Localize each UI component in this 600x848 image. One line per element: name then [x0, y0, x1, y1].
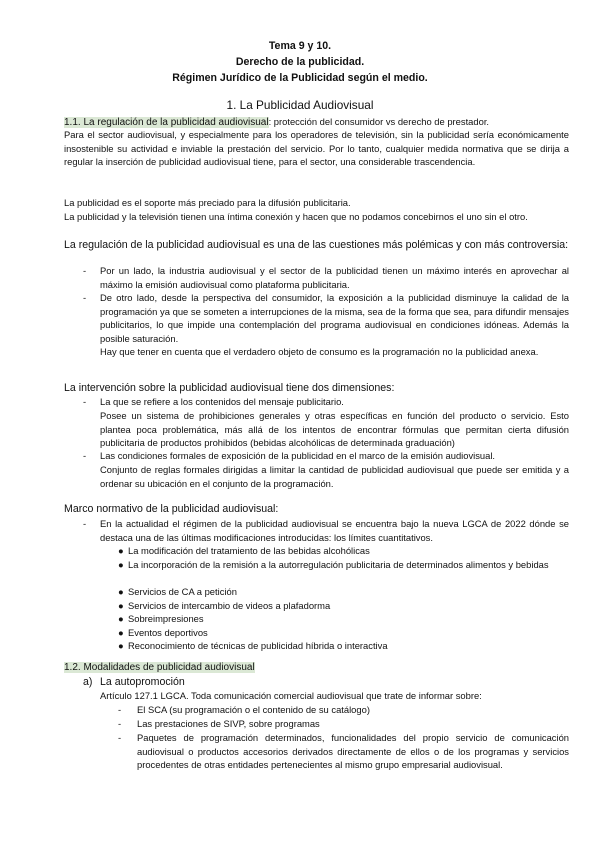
bullet-dot: ● — [118, 600, 124, 611]
marco-item: Servicios de CA a petición — [128, 586, 237, 597]
dash-marker: - — [118, 732, 122, 743]
subsection-1-2-line — [64, 661, 255, 675]
dash-marker: - — [83, 265, 87, 276]
paragraph-support: La publicidad es el soporte más preciado para la difusión publicitaria. — [64, 197, 351, 208]
paragraph-dimensions: La intervención sobre la publicidad audiovisual tiene dos dimensiones: — [64, 382, 395, 394]
dimension-formal-text: Conjunto de reglas formales dirigidas a limitar la cantidad de publicidad audiovisual que puede ser emitida y a ordenar su ubicación en el conjunto de la programación. — [100, 464, 569, 489]
subitem-sivp: Las prestaciones de SIVP, sobre programas — [137, 718, 320, 729]
bullet-dot: ● — [118, 559, 124, 570]
bullet-dot: ● — [118, 613, 124, 624]
subsection-1-1-rest: : protección del consumidor vs derecho de prestador. — [268, 116, 490, 127]
dash-marker: - — [83, 292, 87, 303]
subsection-1-1-label: 1.1. La regulación de la publicidad audiovisual — [64, 117, 269, 128]
dash-marker: - — [118, 704, 122, 715]
paragraph-controversy: La regulación de la publicidad audiovisual es una de las cuestiones más polémicas y con más controversia: — [64, 239, 569, 251]
subitem-packages: Paquetes de programación determinados, funcionalidades del propio servicio de comunicación audiovisual o productos accesorios derivados directamente de ellos o de los programas y servicios procedentes de otras entidades pertenecientes al mismo grupo empresarial audiovisual. — [137, 732, 569, 771]
list-marker-a: a) — [83, 676, 93, 688]
section-heading-audiovisual: 1. La Publicidad Audiovisual — [226, 98, 374, 112]
marco-item: La modificación del tratamiento de las bebidas alcohólicas — [128, 545, 370, 556]
bullet-industry: Por un lado, la industria audiovisual y el sector de la publicidad tienen un máximo interés en aprovechar al máximo la emisión audiovisual como plataforma publicitaria. — [100, 265, 569, 290]
bullet-dot: ● — [118, 586, 124, 597]
marco-item: Eventos deportivos — [128, 627, 208, 638]
marco-item: Reconocimiento de técnicas de publicidad híbrida o interactiva — [128, 640, 388, 651]
marco-item: La incorporación de la remisión a la autorregulación publicitaria de determinados alimentos y bebidas — [128, 559, 549, 570]
dash-marker: - — [118, 718, 122, 729]
article-127-1: Artículo 127.1 LGCA. Toda comunicación comercial audiovisual que trate de informar sobre: — [100, 690, 482, 701]
bullet-dot: ● — [118, 627, 124, 638]
doc-title-topic: Tema 9 y 10. — [268, 40, 332, 52]
dimension-content-text: Posee un sistema de prohibiciones generales y otras específicas en función del producto o servicio. Esto plantea poca problemática, más allá de los intentos de encontrar fórmulas que permitan cierta difusión publicitaria de productos prohibidos (bebidas alcohólicas de determinada graduación) — [100, 410, 569, 449]
doc-title-subject: Derecho de la publicidad. — [235, 56, 365, 68]
modality-autopromotion: La autopromoción — [100, 676, 185, 688]
note-programming: Hay que tener en cuenta que el verdadero objeto de consumo es la programación no la publicidad anexa. — [100, 346, 539, 357]
paragraph-sector: Para el sector audiovisual, y especialmente para los operadores de televisión, sin la publicidad sería económicamente insostenible su actividad e inviable la prestación del servicio. Por lo tanto, cualquier medida normativa que se dirija a regular la inserción de publicidad audiovisual tiene, para el sector, una considerable trascendencia. — [64, 129, 569, 168]
bullet-consumer: De otro lado, desde la perspectiva del consumidor, la exposición a la publicidad disminuye la calidad de la programación ya que se someten a interrupciones de la misma, sea de la forma que sea, para difundir mensajes publicitarios, lo que impide una contemplación del programa audiovisual en condiciones idóneas. Además la posible saturación. — [100, 292, 569, 344]
subitem-sca: El SCA (su programación o el contenido de su catálogo) — [137, 704, 370, 715]
dash-marker: - — [83, 450, 87, 461]
dash-marker: - — [83, 396, 87, 407]
paragraph-normative-framework: Marco normativo de la publicidad audiovisual: — [64, 503, 279, 515]
dimension-formal-title: Las condiciones formales de exposición de la publicidad en el marco de la emisión audiovisual. — [100, 450, 496, 461]
bullet-dot: ● — [118, 545, 124, 556]
dimension-content-title: La que se refiere a los contenidos del mensaje publicitario. — [100, 396, 344, 407]
bullet-lgca-2022: En la actualidad el régimen de la publicidad audiovisual se encuentra bajo la nueva LGCA de 2022 dónde se destaca una de las últimas modificaciones introducidas: los límites cuantitativos. — [100, 518, 569, 543]
subsection-1-2-heading: 1.2. Modalidades de publicidad audiovisual — [64, 662, 255, 673]
dash-marker: - — [83, 518, 87, 529]
doc-title-regime: Régimen Jurídico de la Publicidad según el medio. — [172, 72, 428, 84]
marco-item: Servicios de intercambio de videos a plafadorma — [128, 600, 331, 611]
paragraph-tv-connection: La publicidad y la televisión tienen una íntima conexión y hacen que no podamos concebirnos el uno sin el otro. — [64, 211, 528, 222]
bullet-dot: ● — [118, 640, 124, 651]
marco-item: Sobreimpresiones — [128, 613, 204, 624]
